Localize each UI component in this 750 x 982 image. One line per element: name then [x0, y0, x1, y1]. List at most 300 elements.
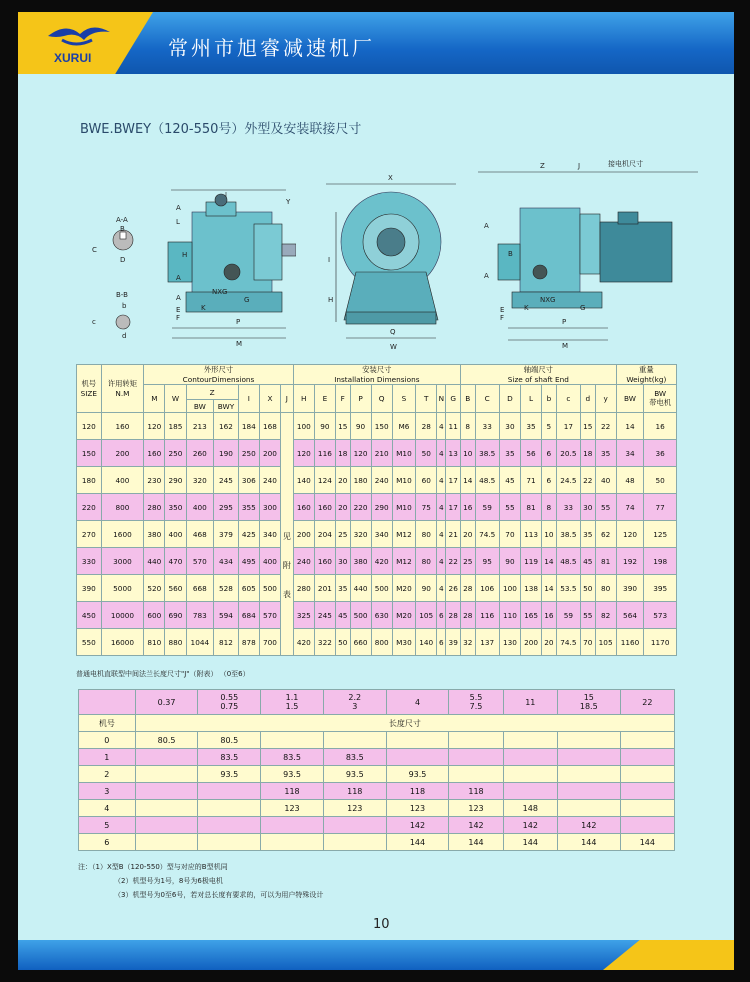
table-row [77, 602, 677, 629]
table-cell: 470 [165, 548, 186, 575]
power-col-header: 1.1 1.5 [261, 690, 324, 715]
table-cell: 5 [542, 413, 557, 440]
col-p: P [350, 385, 371, 413]
table-cell: 160 [314, 494, 335, 521]
table-cell: 783 [186, 602, 214, 629]
j-table-cell [620, 732, 674, 749]
table-cell: M12 [392, 521, 415, 548]
table-cell: 240 [293, 548, 314, 575]
table-cell: 90 [314, 413, 335, 440]
j-row-jihao: 0 [79, 732, 136, 749]
table-cell: 45 [335, 602, 350, 629]
label-jihao: 机号 [79, 715, 136, 732]
j-table-cell [503, 749, 557, 766]
table-cell: 4 [437, 440, 446, 467]
table-cell: M20 [392, 575, 415, 602]
table-cell: M10 [392, 467, 415, 494]
table-cell: 28 [416, 413, 437, 440]
j-table-cell: 118 [449, 783, 503, 800]
table-cell: 160 [314, 548, 335, 575]
power-col-header: 2.2 3 [323, 690, 386, 715]
j-table-row [79, 732, 675, 749]
table-cell: 60 [416, 467, 437, 494]
j-table-cell [386, 749, 449, 766]
table-cell: 59 [475, 494, 499, 521]
table-cell: 14 [460, 467, 475, 494]
table-cell: 440 [144, 548, 165, 575]
j-table-cell [557, 766, 620, 783]
table-cell: 500 [350, 602, 371, 629]
label-d: D [120, 256, 126, 264]
table-cell: 50 [416, 440, 437, 467]
j-table-cell: 142 [386, 817, 449, 834]
table-cell: 35 [521, 413, 542, 440]
label-a-mid: A [176, 294, 181, 302]
label-nxg: NXG [212, 288, 228, 296]
table-cell: 120 [293, 440, 314, 467]
j-row-jihao: 2 [79, 766, 136, 783]
label-w: W [390, 343, 397, 351]
table-cell: 80 [416, 548, 437, 575]
col-m: M [144, 385, 165, 413]
table-cell: 120 [144, 413, 165, 440]
table-cell: 6 [542, 467, 557, 494]
table-cell: 20 [460, 521, 475, 548]
table-cell: 33 [475, 413, 499, 440]
table-cell: 434 [214, 548, 239, 575]
table-cell: 668 [186, 575, 214, 602]
table-cell: 20 [335, 494, 350, 521]
j-table-cell [198, 834, 261, 851]
j-table-cell: 123 [386, 800, 449, 817]
table-cell: 17 [446, 494, 461, 521]
table-cell: M30 [392, 629, 415, 656]
table-cell: 500 [371, 575, 392, 602]
table-cell: 22 [595, 413, 616, 440]
col-bw-motor: BW 带电机 [644, 385, 677, 413]
table-cell: 1600 [101, 521, 144, 548]
table-cell: 450 [77, 602, 102, 629]
j-table-cell [557, 783, 620, 800]
table-cell: 25 [460, 548, 475, 575]
table-cell: 6 [542, 440, 557, 467]
j-table-row [79, 817, 675, 834]
j-row-jihao: 3 [79, 783, 136, 800]
table-cell: 700 [259, 629, 280, 656]
j-table-cell [135, 800, 198, 817]
table-cell: 573 [644, 602, 677, 629]
label-a-motor-bottom: A [484, 272, 489, 280]
document-title: BWE.BWEY（120-550号）外型及安装联接尺寸 [80, 122, 362, 137]
table-cell: 100 [293, 413, 314, 440]
table-cell: 30 [335, 548, 350, 575]
col-y: y [595, 385, 616, 413]
table-cell: 150 [371, 413, 392, 440]
j-row-jihao: 4 [79, 800, 136, 817]
table-cell: 200 [293, 521, 314, 548]
table-cell: 594 [214, 602, 239, 629]
table-cell: 21 [446, 521, 461, 548]
j-table-cell [503, 732, 557, 749]
table-cell: M10 [392, 494, 415, 521]
table-cell: 220 [77, 494, 102, 521]
j-table-cell [135, 817, 198, 834]
table-cell: 528 [214, 575, 239, 602]
j-table-row [79, 766, 675, 783]
label-nxg-motor: NXG [540, 296, 556, 304]
table-cell: 22 [581, 467, 596, 494]
label-g-motor: G [580, 304, 586, 312]
table-cell: M12 [392, 548, 415, 575]
table-cell: 1170 [644, 629, 677, 656]
table-cell: 230 [144, 467, 165, 494]
table-cell: 113 [521, 521, 542, 548]
table-cell: 240 [371, 467, 392, 494]
table-cell: 30 [581, 494, 596, 521]
j-table-cell: 80.5 [198, 732, 261, 749]
table-cell: 50 [335, 629, 350, 656]
table-cell: 198 [644, 548, 677, 575]
j-table-cell [323, 732, 386, 749]
j-row-jihao: 1 [79, 749, 136, 766]
j-table-cell: 83.5 [323, 749, 386, 766]
table-row [77, 440, 677, 467]
j-table-cell [261, 732, 324, 749]
table-cell: 24.5 [556, 467, 580, 494]
table-cell: 379 [214, 521, 239, 548]
table-cell: 28 [460, 575, 475, 602]
table-cell: 660 [350, 629, 371, 656]
table-cell: 160 [101, 413, 144, 440]
table-cell: 162 [214, 413, 239, 440]
table-cell: 32 [460, 629, 475, 656]
table-cell: 70 [499, 521, 520, 548]
j-table-cell [135, 783, 198, 800]
table-cell: 878 [238, 629, 259, 656]
j-table-cell: 144 [557, 834, 620, 851]
j-table-cell [323, 817, 386, 834]
table-cell: 140 [416, 629, 437, 656]
table-cell: 340 [259, 521, 280, 548]
table-cell: 25 [335, 521, 350, 548]
table-row [77, 494, 677, 521]
col-h: H [293, 385, 314, 413]
table-cell: 185 [165, 413, 186, 440]
j-table-cell: 144 [620, 834, 674, 851]
label-x: X [388, 174, 393, 182]
label-b-small: b [122, 302, 127, 310]
table-cell: 15 [581, 413, 596, 440]
table-cell: 320 [186, 467, 214, 494]
table-cell: 16 [542, 602, 557, 629]
table-cell: 11 [446, 413, 461, 440]
table-cell: 35 [581, 521, 596, 548]
col-j: J [281, 385, 294, 413]
header-jihao: 机号 SIZE [77, 365, 102, 413]
table-cell: 50 [581, 575, 596, 602]
table-cell: 550 [77, 629, 102, 656]
table-cell: 570 [186, 548, 214, 575]
table-cell: 280 [144, 494, 165, 521]
label-motor-size: 接电机尺寸 [608, 160, 643, 168]
table-cell: 80 [416, 521, 437, 548]
table-cell: 34 [616, 440, 644, 467]
j-table-cell [557, 800, 620, 817]
table-cell: 630 [371, 602, 392, 629]
table-cell: 28 [446, 602, 461, 629]
table-cell: 140 [293, 467, 314, 494]
j-table-cell: 83.5 [198, 749, 261, 766]
table-cell: 684 [238, 602, 259, 629]
table-cell: 4 [437, 575, 446, 602]
label-f: F [176, 314, 181, 322]
table-cell: 290 [165, 467, 186, 494]
table-cell: 35 [335, 575, 350, 602]
j-table-cell [198, 783, 261, 800]
table-cell: 20 [335, 467, 350, 494]
j-table-cell: 80.5 [135, 732, 198, 749]
table-cell: 210 [371, 440, 392, 467]
table-cell: 14 [616, 413, 644, 440]
table-cell: 16 [460, 494, 475, 521]
j-table-cell: 142 [557, 817, 620, 834]
table-cell: 124 [314, 467, 335, 494]
col-e: E [314, 385, 335, 413]
table-cell: 200 [101, 440, 144, 467]
col-z-bwy: BWY [214, 400, 239, 413]
table-cell: 260 [186, 440, 214, 467]
label-g: G [244, 296, 250, 304]
col-n: N [437, 385, 446, 413]
table-cell: 33 [556, 494, 580, 521]
label-c: C [92, 246, 97, 254]
table-cell: 400 [259, 548, 280, 575]
j-table-cell [449, 749, 503, 766]
table-cell: 380 [144, 521, 165, 548]
table-cell: 250 [165, 440, 186, 467]
header-torque: 许用转矩 N.M [101, 365, 144, 413]
table-cell: 105 [595, 629, 616, 656]
table-cell: 1044 [186, 629, 214, 656]
col-s: S [392, 385, 415, 413]
table-cell: 564 [616, 602, 644, 629]
table-cell: 425 [238, 521, 259, 548]
table-cell: 48 [616, 467, 644, 494]
label-b: B [120, 225, 125, 233]
table-cell: 80 [595, 575, 616, 602]
label-j: J [578, 162, 581, 170]
table-cell: 35 [499, 440, 520, 467]
table-cell: 38.5 [556, 521, 580, 548]
label-p-motor: P [562, 318, 567, 326]
table-cell: 53.5 [556, 575, 580, 602]
table-cell: 320 [350, 521, 371, 548]
j-table-cell: 118 [386, 783, 449, 800]
table-cell: 420 [293, 629, 314, 656]
table-cell: 812 [214, 629, 239, 656]
table-cell: 18 [335, 440, 350, 467]
j-table-cell [557, 749, 620, 766]
header-contour: 外形尺寸 ContourDimensions [144, 365, 293, 385]
table-cell: 116 [475, 602, 499, 629]
j-row-jihao: 5 [79, 817, 136, 834]
table-cell: 18 [581, 440, 596, 467]
table-cell: 150 [77, 440, 102, 467]
table-cell: 200 [521, 629, 542, 656]
table-cell: 605 [238, 575, 259, 602]
footnote-2: （2）机型号为1号，8号为6极电机 [114, 877, 223, 885]
col-i: I [238, 385, 259, 413]
j-table-row [79, 749, 675, 766]
table-row [77, 413, 677, 440]
j-table-cell [135, 749, 198, 766]
table-cell: 90 [416, 575, 437, 602]
table-cell: 295 [214, 494, 239, 521]
table-cell: 55 [595, 494, 616, 521]
j-table-cell [449, 732, 503, 749]
table-row [77, 521, 677, 548]
label-i: I [328, 256, 331, 264]
j-row-jihao: 6 [79, 834, 136, 851]
table-cell: 330 [77, 548, 102, 575]
label-b-motor: B [508, 250, 513, 258]
table-cell: 270 [77, 521, 102, 548]
front-view-drawing [316, 152, 466, 352]
table-cell: 4 [437, 467, 446, 494]
table-row [77, 629, 677, 656]
table-cell: 280 [293, 575, 314, 602]
table-cell: 81 [595, 548, 616, 575]
label-h: H [182, 251, 188, 259]
j-table-cell [198, 800, 261, 817]
j-table-cell: 144 [386, 834, 449, 851]
j-table-cell [135, 766, 198, 783]
table-cell: 137 [475, 629, 499, 656]
table-cell: 56 [521, 440, 542, 467]
table-cell: 17 [556, 413, 580, 440]
j-table-cell: 148 [503, 800, 557, 817]
table-cell: 184 [238, 413, 259, 440]
label-d-small: d [122, 332, 127, 340]
header-install: 安装尺寸 Installation Dimensions [293, 365, 460, 385]
table-cell: 50 [644, 467, 677, 494]
label-e-motor: E [500, 306, 505, 314]
j-table-row [79, 834, 675, 851]
table-cell: 690 [165, 602, 186, 629]
table-cell: 45 [499, 467, 520, 494]
label-b-b: B-B [116, 291, 128, 299]
table-cell: 245 [214, 467, 239, 494]
j-table-cell: 142 [503, 817, 557, 834]
table-cell: 160 [144, 440, 165, 467]
table-cell: 390 [77, 575, 102, 602]
table-cell: 138 [521, 575, 542, 602]
table-cell: 8 [542, 494, 557, 521]
table-cell: 880 [165, 629, 186, 656]
table-cell: 440 [350, 575, 371, 602]
j-table-row [79, 800, 675, 817]
table-cell: 77 [644, 494, 677, 521]
table-cell: 322 [314, 629, 335, 656]
j-length-table [78, 689, 675, 851]
j-table-cell [261, 834, 324, 851]
table-cell: 35 [595, 440, 616, 467]
col-d: D [499, 385, 520, 413]
header-shaft: 轴端尺寸 Size of shaft End [460, 365, 616, 385]
table-cell: 340 [371, 521, 392, 548]
table-cell: 28 [460, 602, 475, 629]
table-cell: 75 [416, 494, 437, 521]
table-row [77, 467, 677, 494]
j-table-cell [386, 732, 449, 749]
table-cell: 4 [437, 413, 446, 440]
table-cell: 119 [521, 548, 542, 575]
j-table-cell [449, 766, 503, 783]
table-cell: 81 [521, 494, 542, 521]
catalog-page [18, 12, 734, 970]
footnote-1: 注：（1）X型B（120-550）型与对应的B型机同 [78, 863, 228, 871]
table-cell: 420 [371, 548, 392, 575]
table-cell: M20 [392, 602, 415, 629]
label-k-motor: K [524, 304, 529, 312]
table-cell: 45 [581, 548, 596, 575]
table-cell: 3000 [101, 548, 144, 575]
col-q: Q [371, 385, 392, 413]
table-cell: 380 [350, 548, 371, 575]
table-cell: 390 [616, 575, 644, 602]
col-z-bw: BW [186, 400, 214, 413]
j-table-cell: 93.5 [386, 766, 449, 783]
table-cell: 48.5 [475, 467, 499, 494]
table-cell: 74.5 [556, 629, 580, 656]
j-table-cell: 118 [323, 783, 386, 800]
label-k: K [201, 304, 206, 312]
table-cell: 800 [101, 494, 144, 521]
dimension-table-body [77, 413, 677, 656]
table-cell: 300 [259, 494, 280, 521]
table-cell: 100 [499, 575, 520, 602]
table-cell: 180 [77, 467, 102, 494]
table-cell: 13 [446, 440, 461, 467]
table-cell: 355 [238, 494, 259, 521]
col-c-small: c [556, 385, 580, 413]
table-cell: 10 [542, 521, 557, 548]
table-cell: 495 [238, 548, 259, 575]
j-table-cell: 144 [449, 834, 503, 851]
table-cell: 192 [616, 548, 644, 575]
power-col-header: 5.5 7.5 [449, 690, 503, 715]
col-b-small: b [542, 385, 557, 413]
table-cell: 120 [77, 413, 102, 440]
j-table-cell [620, 800, 674, 817]
table-cell: 4 [437, 521, 446, 548]
j-table-cell [620, 783, 674, 800]
table-cell: 4 [437, 494, 446, 521]
footnote-3: （3）机型号为0至6号，若对总长度有要求的，可以为用户特殊设计 [114, 891, 324, 899]
j-table-cell: 123 [261, 800, 324, 817]
table-cell: 125 [644, 521, 677, 548]
table-cell: 30 [499, 413, 520, 440]
j-table-cell: 144 [503, 834, 557, 851]
side-view-drawing [76, 152, 296, 352]
table-cell: 180 [350, 467, 371, 494]
table-cell: 90 [350, 413, 371, 440]
label-a-a: A-A [116, 216, 128, 224]
label-e: E [176, 306, 181, 314]
j-table-cell: 93.5 [323, 766, 386, 783]
table-cell: 165 [521, 602, 542, 629]
j-corner-cell [79, 690, 136, 715]
